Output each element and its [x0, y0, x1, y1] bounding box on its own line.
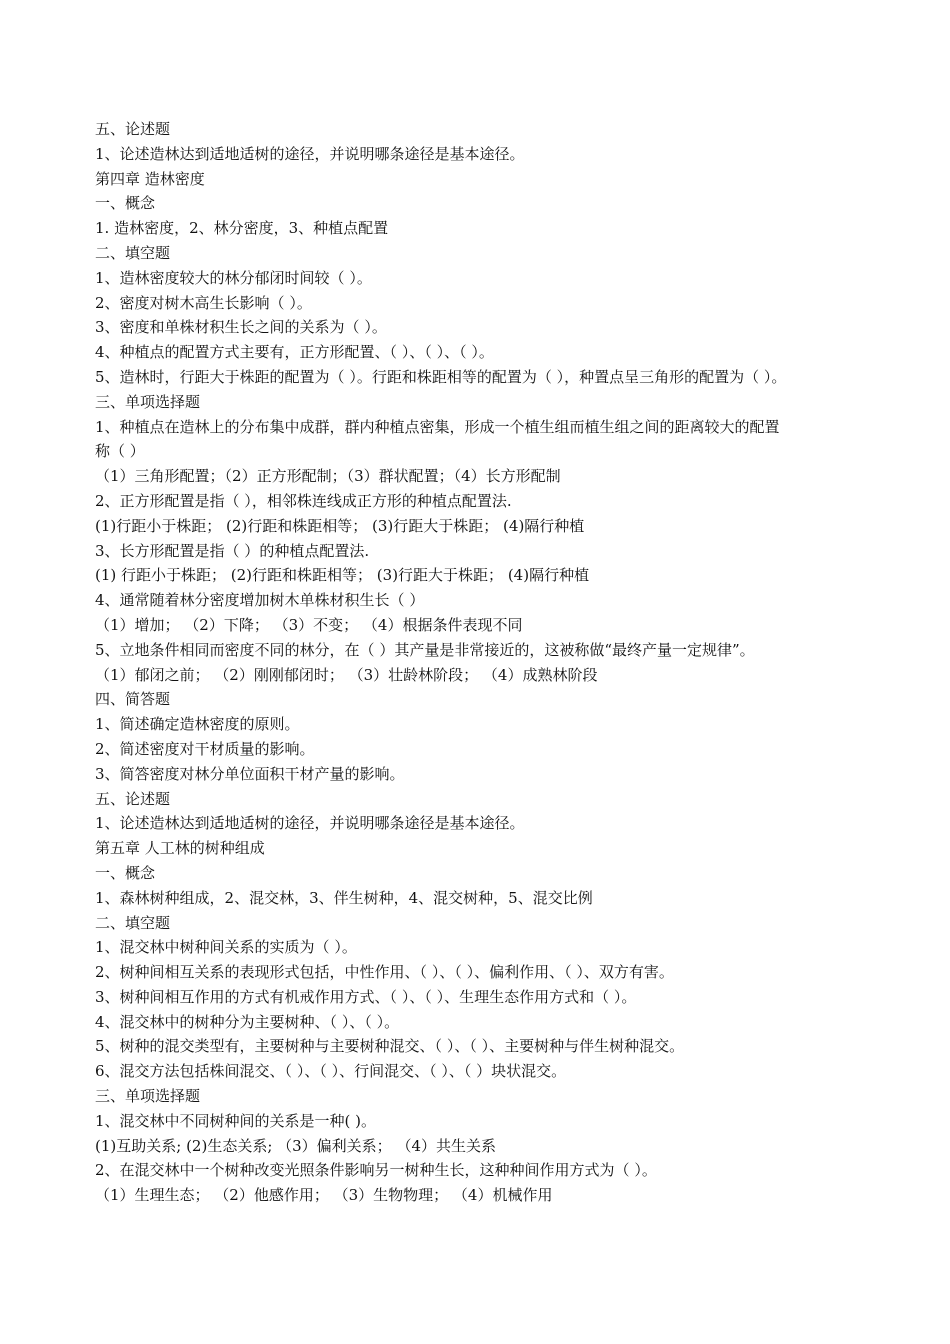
- question-text: 2、简述密度对干材质量的影响。: [95, 739, 315, 758]
- question-text: 3、密度和单株材积生长之间的关系为（ ）。: [95, 318, 387, 337]
- question-text: 4、通常随着林分密度增加树木单株材积生长（ ）: [95, 591, 425, 610]
- question-text: 2、密度对树木高生长影响（ ）。: [95, 293, 312, 312]
- question-text: 1、论述造林达到适地适树的途径，并说明哪条途径是基本途径。: [95, 814, 525, 833]
- document-page: [95, 117, 875, 1208]
- question-text: 1、种植点在造林上的分布集中成群，群内种植点密集，形成一个植生组而植生组之间的距离较大的配置: [95, 417, 780, 436]
- question-text: 1、混交林中不同树种间的关系是一种( )。: [95, 1111, 377, 1130]
- answer-options: （1）生理生态； （2）他感作用； （3）生物物理； （4）机械作用: [95, 1186, 553, 1205]
- section-heading: 二、填空题: [95, 243, 171, 262]
- chapter-heading: 第四章 造林密度: [95, 169, 205, 188]
- question-text: 4、种植点的配置方式主要有，正方形配置、（ ）、（ ）、（ ）。: [95, 343, 494, 362]
- answer-options: （1）三角形配置；（2）正方形配制；（3）群状配置；（4）长方形配制: [95, 467, 561, 486]
- section-heading: 一、概念: [95, 194, 156, 213]
- question-text: 6、混交方法包括株间混交、（ ）、（ ）、行间混交、（ ）、（ ）块状混交。: [95, 1062, 567, 1081]
- answer-options: (1) 行距小于株距； (2)行距和株距相等； (3)行距大于株距； (4)隔行种植: [95, 566, 590, 585]
- question-text: 1、简述确定造林密度的原则。: [95, 715, 300, 734]
- question-text: 3、简答密度对林分单位面积干材产量的影响。: [95, 764, 405, 783]
- question-text: 5、造林时，行距大于株距的配置为（ ）。行距和株距相等的配置为（ ），种置点呈三角形的配置为（ ）。: [95, 367, 787, 386]
- question-text: 1、混交林中树种间关系的实质为（ ）。: [95, 938, 357, 957]
- chapter-heading: 第五章 人工林的树种组成: [95, 839, 265, 858]
- question-text: 5、树种的混交类型有，主要树种与主要树种混交、（ ）、（ ）、主要树种与伴生树种混交。: [95, 1037, 685, 1056]
- question-text: 1、论述造林达到适地适树的途径，并说明哪条途径是基本途径。: [95, 144, 525, 163]
- answer-options: (1)行距小于株距； (2)行距和株距相等； (3)行距大于株距； (4)隔行种植: [95, 516, 585, 535]
- section-heading: 三、单项选择题: [95, 1087, 201, 1106]
- question-text: 4、混交林中的树种分为主要树种、（ ）、（ ）。: [95, 1012, 400, 1031]
- question-text: 5、立地条件相同而密度不同的林分，在（ ）其产量是非常接近的，这被称做“最终产量一定规律”。: [95, 640, 755, 659]
- section-heading: 一、概念: [95, 863, 156, 882]
- answer-options: （1）增加； （2）下降； （3）不变； （4）根据条件表现不同: [95, 615, 523, 634]
- question-text: 1、森林树种组成，2、混交林，3、伴生树种，4、混交树种，5、混交比例: [95, 888, 593, 907]
- question-text: 1. 造林密度，2、林分密度，3、种植点配置: [95, 219, 389, 238]
- section-heading: 五、论述题: [95, 789, 171, 808]
- section-heading: 五、论述题: [95, 120, 171, 138]
- question-text: 3、树种间相互作用的方式有机戒作用方式、（ ）、（ ）、生理生态作用方式和（ ）。: [95, 987, 637, 1006]
- answer-options: (1)互助关系; (2)生态关系; （3）偏利关系； （4）共生关系: [95, 1136, 496, 1155]
- section-heading: 四、简答题: [95, 690, 171, 709]
- question-text: 2、正方形配置是指（ ），相邻株连线成正方形的种植点配置法.: [95, 491, 512, 510]
- answer-options: （1）郁闭之前； （2）刚刚郁闭时； （3）壮龄林阶段； （4）成熟林阶段: [95, 665, 598, 684]
- question-text: 1、造林密度较大的林分郁闭时间较（ ）。: [95, 268, 372, 287]
- section-heading: 二、填空题: [95, 913, 171, 932]
- question-text: 称（ ）: [95, 442, 145, 461]
- question-text: 2、树种间相互关系的表现形式包括，中性作用、（ ）、（ ）、偏利作用、（ ）、双方有害。: [95, 963, 674, 982]
- question-text: 3、长方形配置是指（ ）的种植点配置法.: [95, 541, 370, 560]
- question-text: 2、在混交林中一个树种改变光照条件影响另一树种生长，这种种间作用方式为（ ）。: [95, 1161, 657, 1180]
- section-heading: 三、单项选择题: [95, 392, 201, 411]
